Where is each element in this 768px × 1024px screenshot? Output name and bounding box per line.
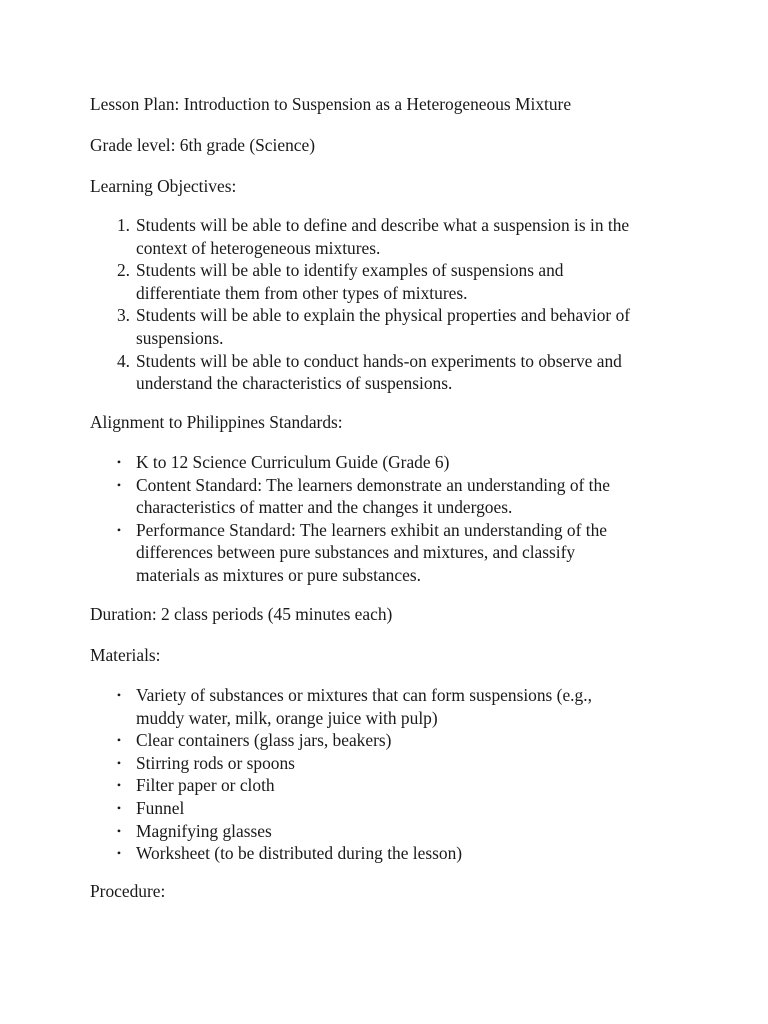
list-item-line: materials as mixtures or pure substances. [136, 564, 421, 585]
grade-level: Grade level: 6th grade (Science) [90, 135, 315, 155]
objectives-item [0, 214, 700, 259]
bullet-icon: • [116, 733, 122, 748]
bullet-icon: • [116, 778, 122, 793]
list-number: 1. [116, 215, 130, 235]
duration: Duration: 2 class periods (45 minutes each) [90, 604, 393, 624]
materials-item [0, 684, 700, 729]
bullet-icon: • [116, 688, 122, 702]
list-item-line: Magnifying glasses [136, 820, 272, 841]
bullet-icon: • [116, 755, 122, 770]
list-item-line: Students will be able to explain the physical properties and behavior of [136, 305, 631, 326]
list-item-line: Worksheet (to be distributed during the lesson) [136, 843, 463, 864]
list-item-line: understand the characteristics of suspensions. [136, 373, 453, 394]
list-item-line: Clear containers (glass jars, beakers) [136, 730, 392, 751]
standards-list [0, 451, 700, 587]
materials-item [0, 797, 700, 820]
list-number: 4. [116, 350, 130, 371]
materials-item [0, 729, 700, 752]
objectives-item [0, 304, 700, 349]
list-item-line: context of heterogeneous mixtures. [136, 237, 381, 258]
objectives-item [0, 259, 700, 304]
list-item-line: muddy water, milk, orange juice with pulp) [136, 707, 438, 728]
standards-item [0, 451, 700, 474]
bullet-icon: • [116, 455, 122, 469]
list-item-line: Students will be able to conduct hands-on experiments to observe and [136, 350, 622, 371]
bullet-icon: • [116, 823, 122, 838]
list-item-line: Students will be able to identify examples of suspensions and [136, 260, 564, 281]
bullet-icon: • [116, 800, 122, 815]
objectives-item [0, 350, 700, 395]
bullet-icon: • [116, 846, 122, 861]
list-item-line: K to 12 Science Curriculum Guide (Grade 6) [136, 452, 450, 472]
document-title: Lesson Plan: Introduction to Suspension as a Heterogeneous Mixture [90, 94, 572, 114]
objectives-heading: Learning Objectives: [90, 176, 237, 196]
standards-item [0, 474, 700, 519]
standards-heading: Alignment to Philippines Standards: [90, 412, 343, 432]
list-number: 2. [116, 260, 130, 281]
list-item-line: Funnel [136, 797, 185, 818]
materials-item [0, 774, 700, 797]
list-item-line: Stirring rods or spoons [136, 752, 295, 773]
materials-heading: Materials: [90, 645, 161, 665]
list-item-line: Performance Standard: The learners exhibit an understanding of the [136, 519, 607, 540]
list-item-line: Students will be able to define and describe what a suspension is in the [136, 215, 630, 235]
list-item-line: differences between pure substances and mixtures, and classify [136, 542, 576, 563]
list-number: 3. [116, 305, 130, 326]
standards-item [0, 519, 700, 587]
materials-list [0, 684, 700, 865]
procedure-heading: Procedure: [90, 881, 166, 901]
list-item-line: Variety of substances or mixtures that can form suspensions (e.g., [136, 685, 592, 705]
objectives-list [0, 214, 700, 395]
list-item-line: characteristics of matter and the changes it undergoes. [136, 497, 513, 518]
list-item-line: Filter paper or cloth [136, 775, 275, 796]
materials-item [0, 752, 700, 775]
bullet-icon: • [116, 477, 122, 492]
materials-item [0, 842, 700, 865]
list-item-line: Content Standard: The learners demonstrate an understanding of the [136, 474, 610, 495]
list-item-line: differentiate them from other types of mixtures. [136, 282, 468, 303]
list-item-line: suspensions. [136, 327, 224, 348]
materials-item [0, 820, 700, 843]
bullet-icon: • [116, 522, 122, 537]
